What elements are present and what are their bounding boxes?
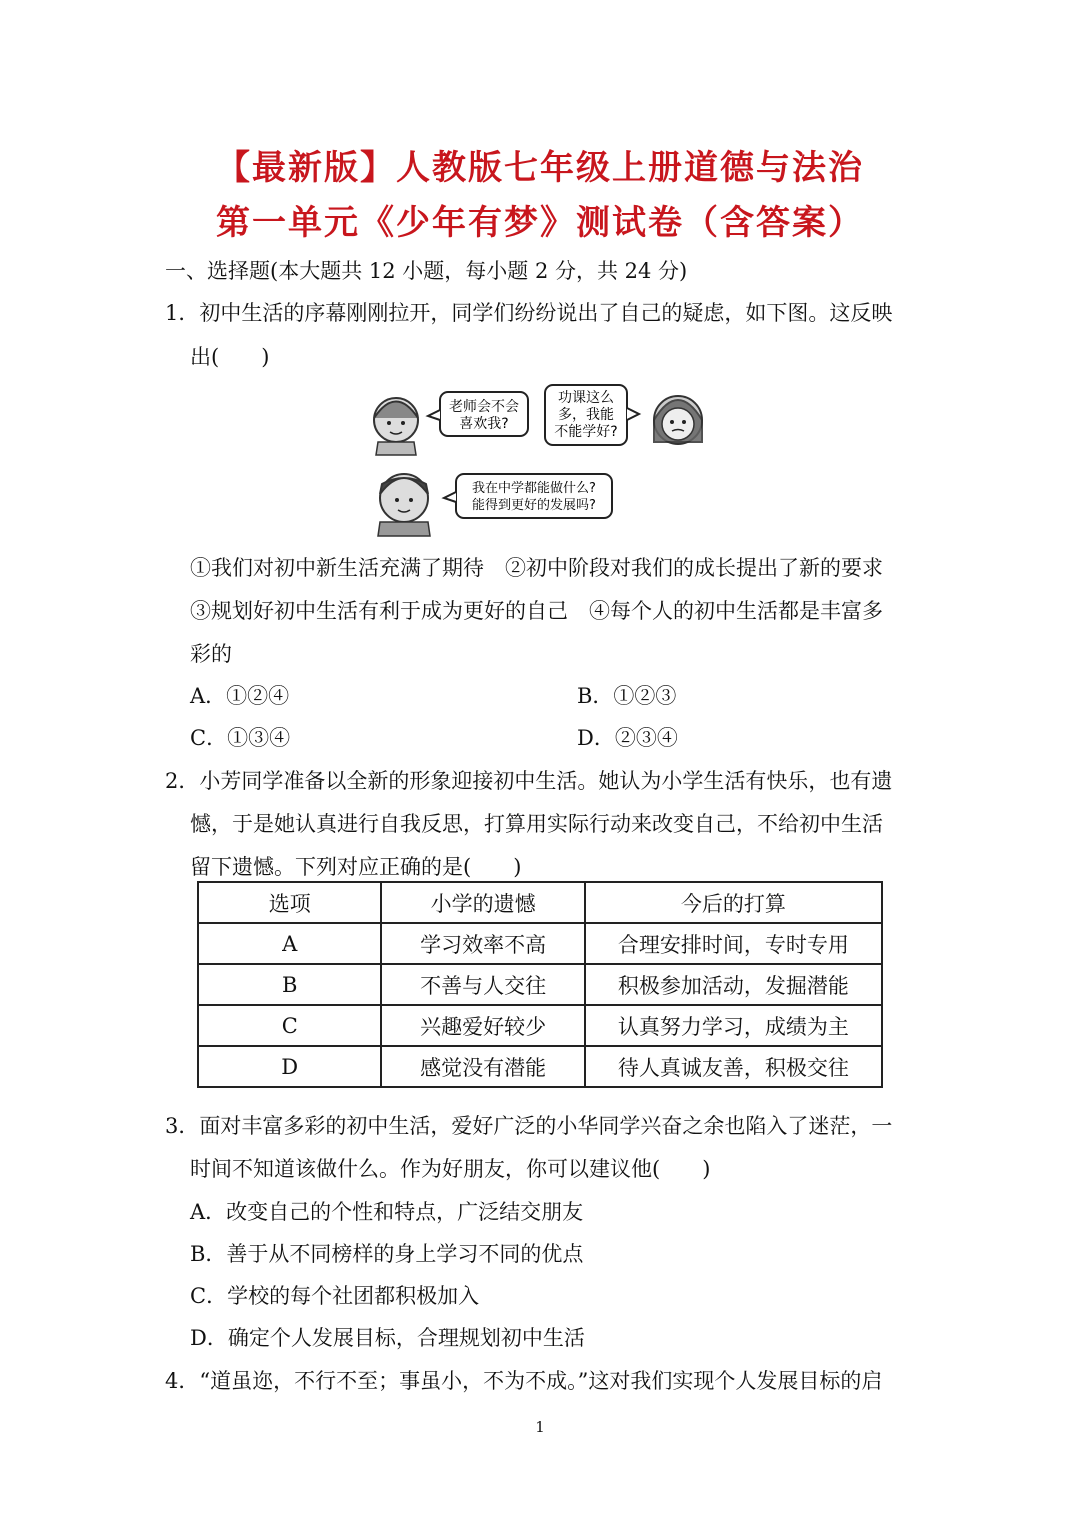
bubble-3-line-1: 我在中学都能做什么? — [472, 481, 596, 496]
q1-option-b[interactable]: B．①②③ — [577, 684, 677, 708]
table-cell-regret: 兴趣爱好较少 — [381, 1005, 584, 1046]
q3-option-a[interactable]: A．改变自己的个性和特点，广泛结交朋友 — [190, 1200, 584, 1224]
q2-options-table — [197, 881, 883, 1088]
speech-bubble-2 — [545, 385, 639, 445]
page-number: 1 — [535, 1418, 545, 1436]
girl-left-figure — [374, 398, 418, 455]
q1-statement-line-2: ③规划好初中生活有利于成为更好的自己 ④每个人的初中生活都是丰富多 — [190, 599, 883, 623]
table-cell-regret: 不善与人交往 — [381, 964, 584, 1005]
q1-option-a[interactable]: A．①②④ — [190, 684, 290, 708]
q1-stem-line-2: 出( ) — [190, 345, 270, 369]
q1-stem-line-1: 1．初中生活的序幕刚刚拉开，同学们纷纷说出了自己的疑虑，如下图。这反映 — [165, 301, 893, 325]
table-cell-plan: 认真努力学习，成绩为主 — [585, 1005, 882, 1046]
q3-option-c[interactable]: C．学校的每个社团都积极加入 — [190, 1284, 480, 1308]
bubble-1-line-2: 喜欢我? — [459, 416, 509, 432]
bubble-2-line-1: 功课这么 — [558, 390, 614, 406]
q4-stem-line-1: 4．“道虽迩，不行不至；事虽小，不为不成。”这对我们实现个人发展目标的启 — [165, 1369, 883, 1393]
table-cell-plan: 合理安排时间，专时专用 — [585, 923, 882, 964]
q2-stem-line-1: 2．小芳同学准备以全新的形象迎接初中生活。她认为小学生活有快乐，也有遗 — [165, 769, 893, 793]
table-cell-option: C — [198, 1005, 381, 1046]
section-heading: 一、选择题(本大题共 12 小题，每小题 2 分，共 24 分) — [165, 259, 688, 283]
table-cell-option: D — [198, 1046, 381, 1087]
table-cell-option: A — [198, 923, 381, 964]
title-line-2: 第一单元《少年有梦》测试卷（含答案） — [216, 203, 864, 243]
q3-option-b[interactable]: B．善于从不同榜样的身上学习不同的优点 — [190, 1242, 584, 1266]
bubble-1-line-1: 老师会不会 — [449, 399, 519, 415]
bubble-3-line-2: 能得到更好的发展吗? — [472, 498, 596, 513]
table-header-cell: 选项 — [198, 882, 381, 923]
table-cell-plan: 积极参加活动，发掘潜能 — [585, 964, 882, 1005]
q1-statement-line-1: ①我们对初中新生活充满了期待 ②初中阶段对我们的成长提出了新的要求 — [190, 556, 883, 580]
bubble-2-line-3: 不能学好? — [554, 424, 618, 440]
table-row[interactable] — [198, 923, 882, 964]
girl-right-figure — [654, 396, 702, 444]
table-row[interactable] — [198, 1046, 882, 1087]
table-header-row — [198, 882, 882, 923]
table-row[interactable] — [198, 1005, 882, 1046]
title-line-1: 【最新版】人教版七年级上册道德与法治 — [216, 148, 864, 188]
q1-comic-illustration — [360, 380, 720, 540]
table-cell-regret: 感觉没有潜能 — [381, 1046, 584, 1087]
table-header-cell: 今后的打算 — [585, 882, 882, 923]
table-header-cell: 小学的遗憾 — [381, 882, 584, 923]
bubble-2-line-2: 多，我能 — [558, 407, 614, 423]
boy-figure — [378, 474, 430, 536]
table-row[interactable] — [198, 964, 882, 1005]
q3-stem-line-1: 3．面对丰富多彩的初中生活，爱好广泛的小华同学兴奋之余也陷入了迷茫，一 — [165, 1114, 893, 1138]
q3-option-d[interactable]: D．确定个人发展目标，合理规划初中生活 — [190, 1326, 585, 1350]
q1-option-c[interactable]: C．①③④ — [190, 726, 291, 750]
table-cell-option: B — [198, 964, 381, 1005]
q3-stem-line-2: 时间不知道该做什么。作为好朋友，你可以建议他( ) — [190, 1157, 711, 1181]
q1-option-d[interactable]: D．②③④ — [577, 726, 678, 750]
q1-statement-line-3: 彩的 — [190, 642, 232, 666]
table-cell-regret: 学习效率不高 — [381, 923, 584, 964]
speech-bubble-1 — [428, 392, 528, 436]
q2-stem-line-3: 留下遗憾。下列对应正确的是( ) — [190, 855, 522, 879]
q2-stem-line-2: 憾，于是她认真进行自我反思，打算用实际行动来改变自己，不给初中生活 — [190, 812, 883, 836]
speech-bubble-3 — [444, 474, 612, 518]
table-cell-plan: 待人真诚友善，积极交往 — [585, 1046, 882, 1087]
